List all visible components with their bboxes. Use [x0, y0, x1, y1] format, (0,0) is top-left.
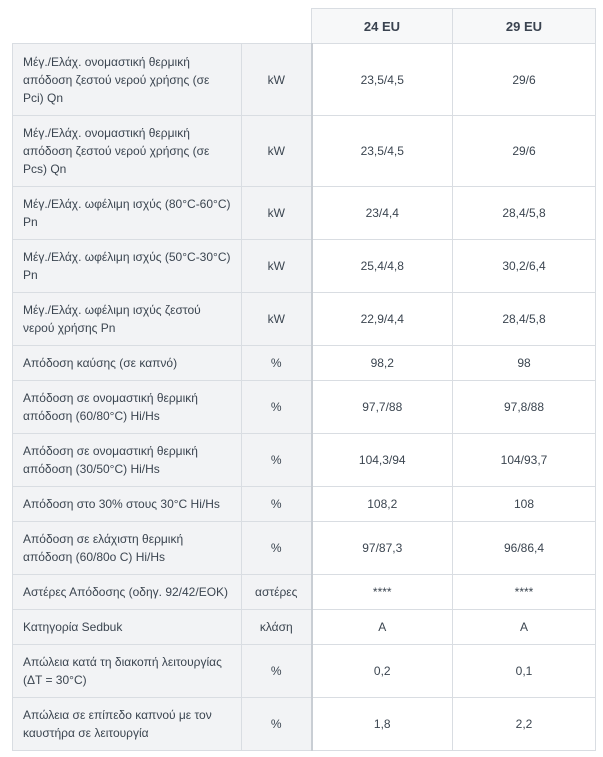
row-label: Μέγ./Ελάχ. ωφέλιμη ισχύς (80°C-60°C) Pn [13, 187, 242, 240]
column-header-24eu: 24 EU [312, 9, 453, 44]
row-label: Απόδοση σε ονομαστική θερμική απόδοση (60/80°C) Hi/Hs [13, 381, 242, 434]
row-unit: kW [242, 240, 312, 293]
value-24eu: 0,2 [312, 645, 453, 698]
row-unit: % [242, 645, 312, 698]
value-29eu: 96/86,4 [453, 522, 596, 575]
row-label: Μέγ./Ελάχ. ονομαστική θερμική απόδοση ζεστού νερού χρήσης (σε Pci) Qn [13, 44, 242, 116]
value-29eu: 0,1 [453, 645, 596, 698]
value-24eu: 97/87,3 [312, 522, 453, 575]
table-row [13, 346, 596, 381]
row-unit: % [242, 522, 312, 575]
table-row [13, 116, 596, 187]
row-label: Απόδοση στο 30% στους 30°C Hi/Hs [13, 487, 242, 522]
value-29eu: 2,2 [453, 698, 596, 751]
row-unit: % [242, 346, 312, 381]
value-29eu: 97,8/88 [453, 381, 596, 434]
column-header-29eu: 29 EU [453, 9, 596, 44]
value-24eu: 23,5/4,5 [312, 116, 453, 187]
table-row [13, 645, 596, 698]
row-label: Απώλεια κατά τη διακοπή λειτουργίας (ΔT = 30°C) [13, 645, 242, 698]
value-24eu: 97,7/88 [312, 381, 453, 434]
table-row [13, 610, 596, 645]
table-row [13, 44, 596, 116]
value-29eu: 29/6 [453, 116, 596, 187]
row-unit: kW [242, 44, 312, 116]
value-24eu: 1,8 [312, 698, 453, 751]
value-24eu: 22,9/4,4 [312, 293, 453, 346]
row-unit: % [242, 698, 312, 751]
row-unit: % [242, 487, 312, 522]
value-24eu: 108,2 [312, 487, 453, 522]
row-label: Αστέρες Απόδοσης (οδηγ. 92/42/ΕΟΚ) [13, 575, 242, 610]
header-blank-unit [242, 9, 312, 44]
row-unit: κλάση [242, 610, 312, 645]
value-29eu: A [453, 610, 596, 645]
row-label: Απόδοση σε ελάχιστη θερμική απόδοση (60/80o C) Hi/Hs [13, 522, 242, 575]
row-unit: kW [242, 187, 312, 240]
value-29eu: 108 [453, 487, 596, 522]
value-29eu: 98 [453, 346, 596, 381]
value-24eu: 23,5/4,5 [312, 44, 453, 116]
value-24eu: A [312, 610, 453, 645]
table-row [13, 487, 596, 522]
header-blank-label [13, 9, 242, 44]
spec-table [12, 8, 596, 751]
row-label: Απόδοση καύσης (σε καπνό) [13, 346, 242, 381]
header-row [13, 9, 596, 44]
value-24eu: **** [312, 575, 453, 610]
row-label: Μέγ./Ελάχ. ονομαστική θερμική απόδοση ζεστού νερού χρήσης (σε Pcs) Qn [13, 116, 242, 187]
row-unit: % [242, 434, 312, 487]
table-row [13, 522, 596, 575]
table-row [13, 698, 596, 751]
value-24eu: 98,2 [312, 346, 453, 381]
row-unit: kW [242, 293, 312, 346]
value-24eu: 104,3/94 [312, 434, 453, 487]
row-label: Κατηγορία Sedbuk [13, 610, 242, 645]
value-29eu: 29/6 [453, 44, 596, 116]
row-label: Απώλεια σε επίπεδο καπνού με τον καυστήρα σε λειτουργία [13, 698, 242, 751]
row-unit: kW [242, 116, 312, 187]
row-label: Μέγ./Ελάχ. ωφέλιμη ισχύς ζεστού νερού χρήσης Pn [13, 293, 242, 346]
value-29eu: **** [453, 575, 596, 610]
value-29eu: 30,2/6,4 [453, 240, 596, 293]
value-29eu: 104/93,7 [453, 434, 596, 487]
table-row [13, 381, 596, 434]
row-label: Απόδοση σε ονομαστική θερμική απόδοση (30/50°C) Hi/Hs [13, 434, 242, 487]
table-row [13, 434, 596, 487]
row-unit: αστέρες [242, 575, 312, 610]
value-24eu: 25,4/4,8 [312, 240, 453, 293]
table-row [13, 293, 596, 346]
row-unit: % [242, 381, 312, 434]
table-row [13, 240, 596, 293]
value-24eu: 23/4,4 [312, 187, 453, 240]
value-29eu: 28,4/5,8 [453, 187, 596, 240]
table-row [13, 187, 596, 240]
table-row [13, 575, 596, 610]
row-label: Μέγ./Ελάχ. ωφέλιμη ισχύς (50°C-30°C) Pn [13, 240, 242, 293]
value-29eu: 28,4/5,8 [453, 293, 596, 346]
